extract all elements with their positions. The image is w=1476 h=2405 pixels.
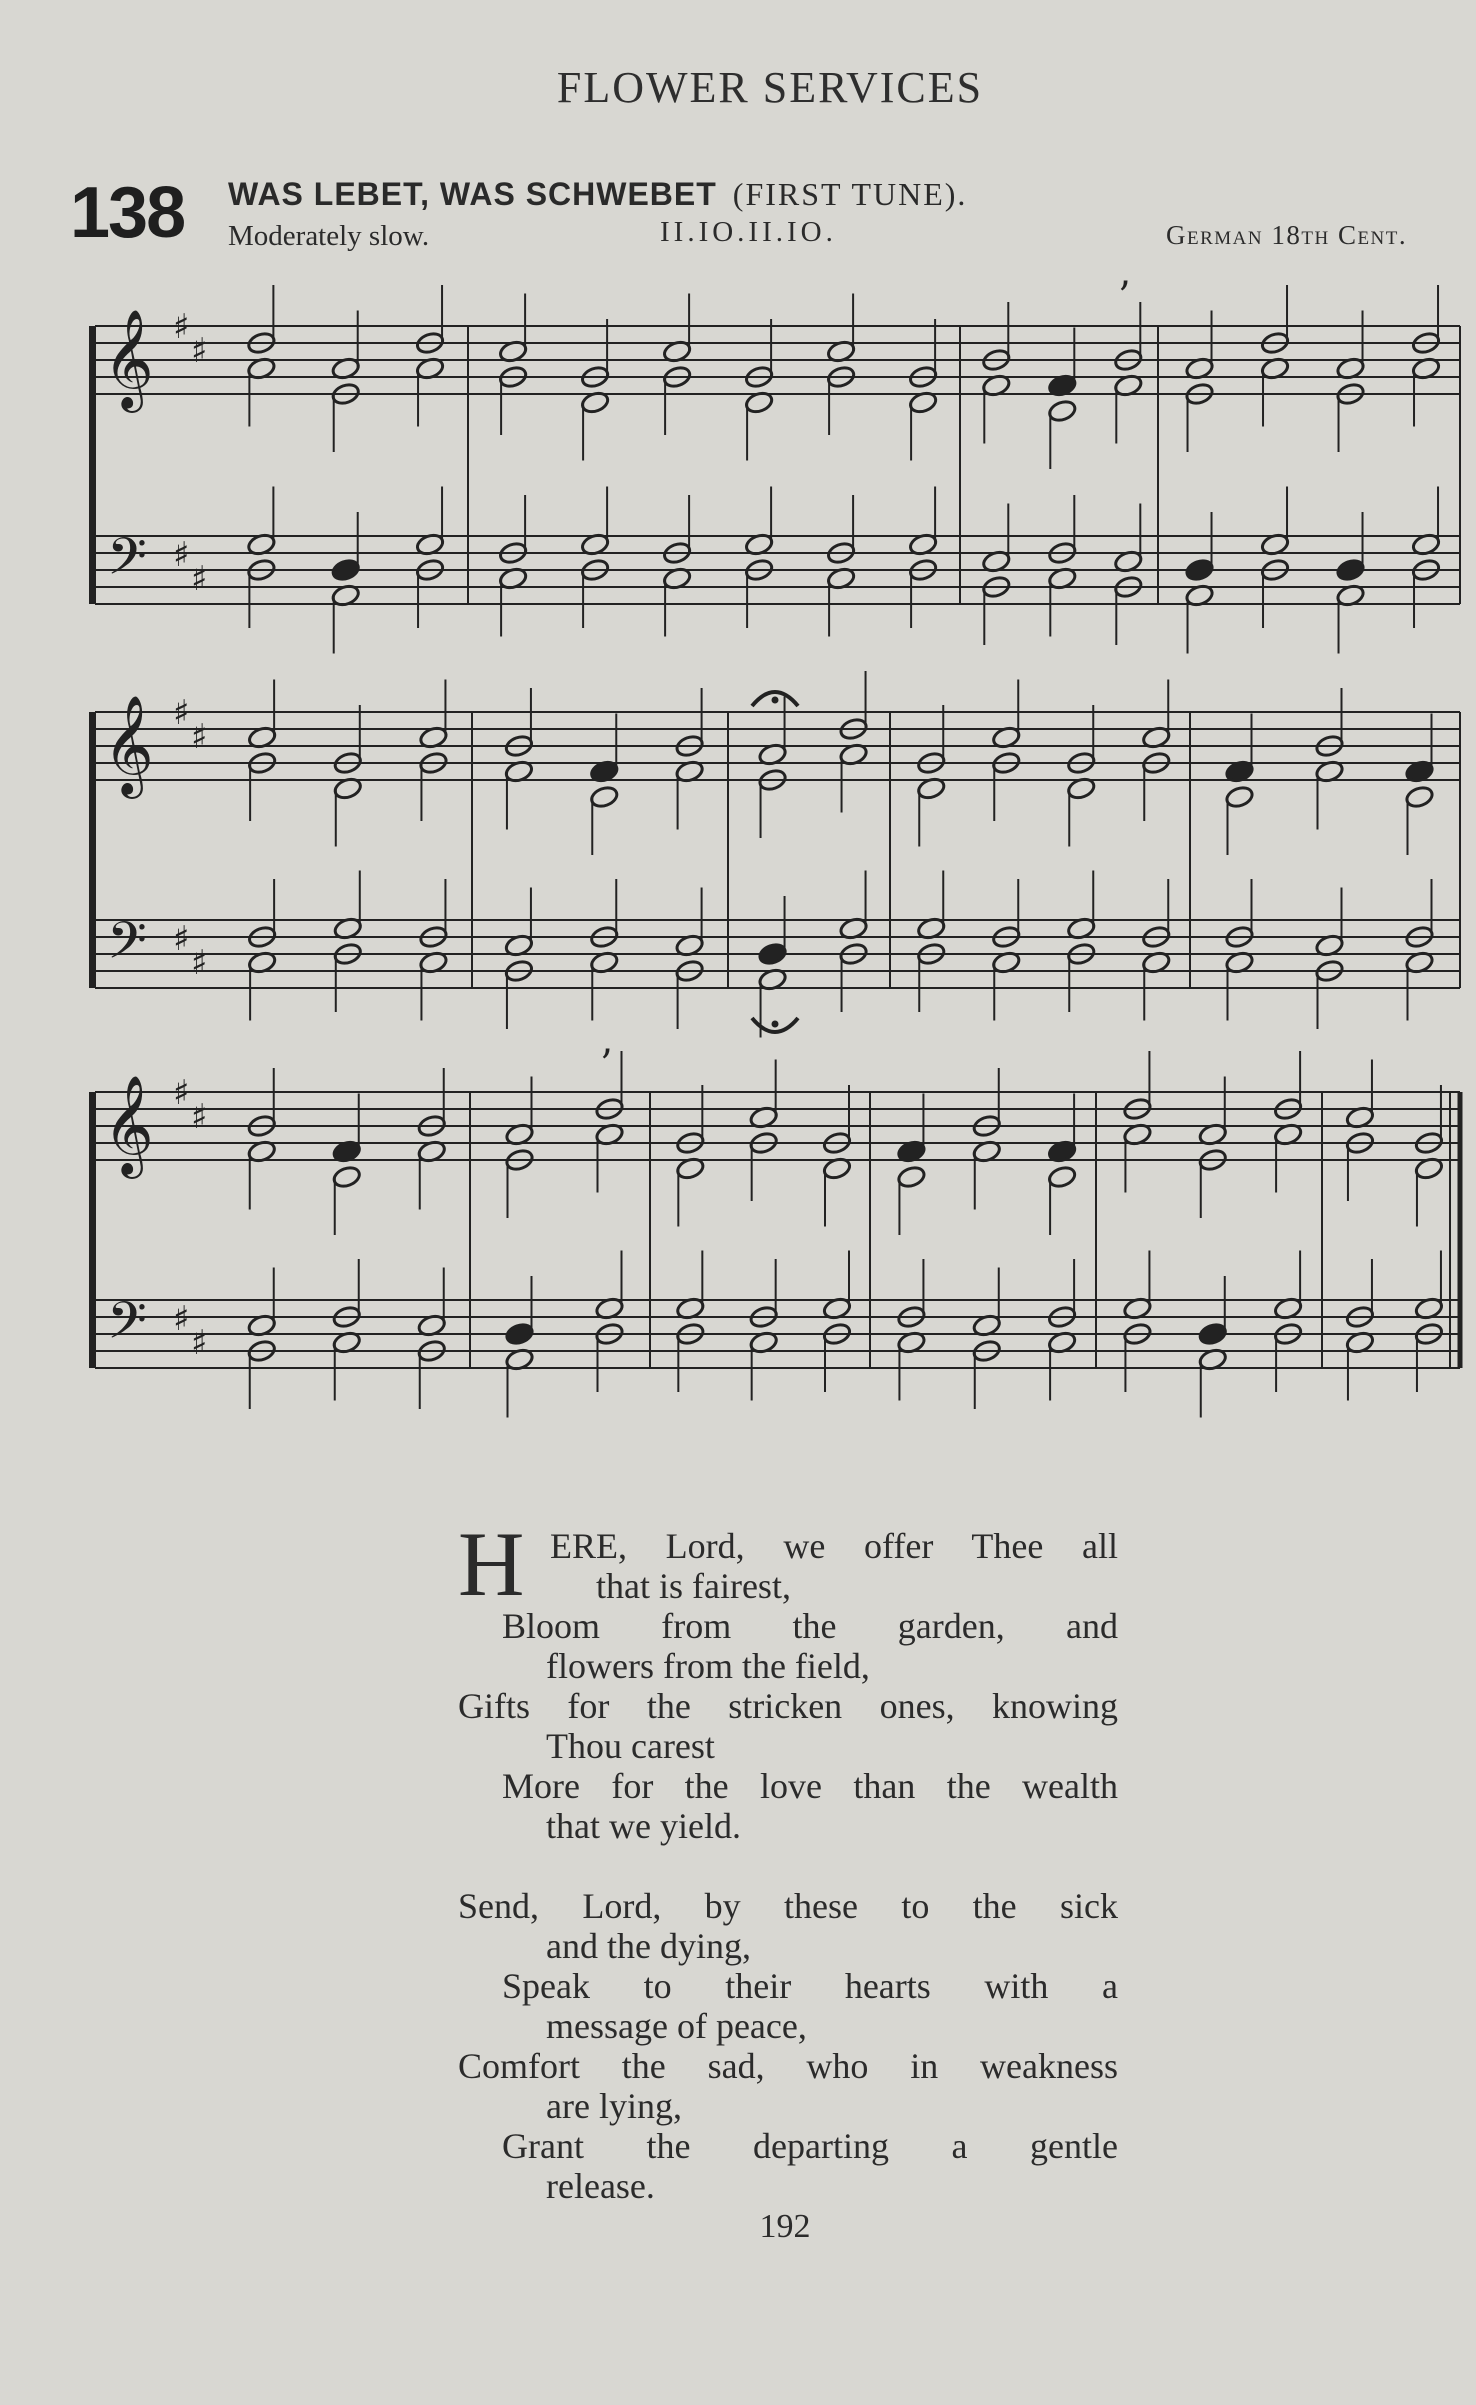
breath-mark-icon: ’ — [1118, 274, 1131, 320]
note-head — [589, 785, 619, 810]
bass-clef-icon: 𝄢 — [107, 910, 147, 983]
drop-cap: H — [458, 1513, 525, 1615]
verse-line: ERE, Lord, we offer Thee all — [550, 1526, 1118, 1566]
verse-line: release. — [546, 2166, 655, 2206]
tune-note: (FIRST TUNE). — [732, 176, 968, 212]
sharp-icon: ♯ — [191, 1097, 208, 1137]
verse-line: More for the love than the wealth — [502, 1766, 1118, 1806]
system-bracket — [89, 712, 96, 988]
sharp-icon: ♯ — [173, 535, 190, 575]
system-bracket — [89, 1092, 96, 1368]
system-bracket — [89, 326, 96, 604]
verse-line: are lying, — [546, 2086, 682, 2126]
running-head: FLOWER SERVICES — [556, 63, 984, 112]
note-head — [896, 1165, 926, 1190]
note-head — [332, 1165, 362, 1190]
treble-clef-icon: 𝄞 — [103, 309, 154, 409]
verse-line: that is fairest, — [596, 1566, 791, 1606]
sharp-icon: ♯ — [191, 559, 208, 599]
sharp-icon: ♯ — [173, 1299, 190, 1339]
verse-line: flowers from the field, — [546, 1646, 870, 1686]
note-head — [1184, 558, 1214, 583]
verse-2 — [458, 1886, 1118, 2206]
verse-1 — [458, 1513, 1118, 1846]
note-head — [1047, 399, 1077, 424]
verse-line: Thou carest — [546, 1726, 715, 1766]
sharp-icon: ♯ — [191, 943, 208, 983]
music-score — [0, 260, 1476, 1420]
note-head — [331, 558, 361, 583]
verse-line: Send, Lord, by these to the sick — [458, 1886, 1118, 1926]
page-number: 192 — [759, 2208, 811, 2245]
verse-line: Comfort the sad, who in weakness — [458, 2046, 1118, 2086]
note-head — [1198, 1322, 1228, 1347]
sharp-icon: ♯ — [173, 307, 190, 347]
note-head — [504, 1322, 534, 1347]
note-head — [1335, 558, 1365, 583]
verse-line: Gifts for the stricken ones, knowing — [458, 1686, 1118, 1726]
note-head — [757, 942, 787, 967]
meter: II.IO.II.IO. — [660, 216, 837, 248]
tempo-marking: Moderately slow. — [228, 220, 430, 252]
verse-line: and the dying, — [546, 1926, 751, 1966]
tune-name: WAS LEBET, WAS SCHWEBET — [228, 176, 717, 212]
breath-mark-icon: ’ — [600, 1042, 613, 1088]
bass-clef-icon: 𝄢 — [107, 1290, 147, 1363]
verse-line: Bloom from the garden, and — [502, 1606, 1118, 1646]
verse-line: Grant the departing a gentle — [502, 2126, 1118, 2166]
hymn-number: 138 — [70, 173, 185, 253]
sharp-icon: ♯ — [173, 1073, 190, 1113]
sharp-icon: ♯ — [173, 919, 190, 959]
fermata-dot — [772, 697, 779, 704]
treble-clef-icon: 𝄞 — [103, 695, 154, 795]
sharp-icon: ♯ — [191, 1323, 208, 1363]
note-head — [1224, 785, 1254, 810]
tune-heading — [228, 176, 967, 213]
treble-clef-icon: 𝄞 — [103, 1075, 154, 1175]
verse-line: Speak to their hearts with a — [502, 1966, 1118, 2006]
tune-source: German 18th Cent. — [1166, 220, 1408, 250]
sharp-icon: ♯ — [191, 331, 208, 371]
verse-line: message of peace, — [546, 2006, 807, 2046]
note-head — [1404, 785, 1434, 810]
fermata-dot — [772, 1021, 779, 1028]
sharp-icon: ♯ — [173, 693, 190, 733]
sharp-icon: ♯ — [191, 717, 208, 757]
verse-line: that we yield. — [546, 1806, 741, 1846]
note-head — [1047, 1165, 1077, 1190]
bass-clef-icon: 𝄢 — [107, 526, 147, 599]
